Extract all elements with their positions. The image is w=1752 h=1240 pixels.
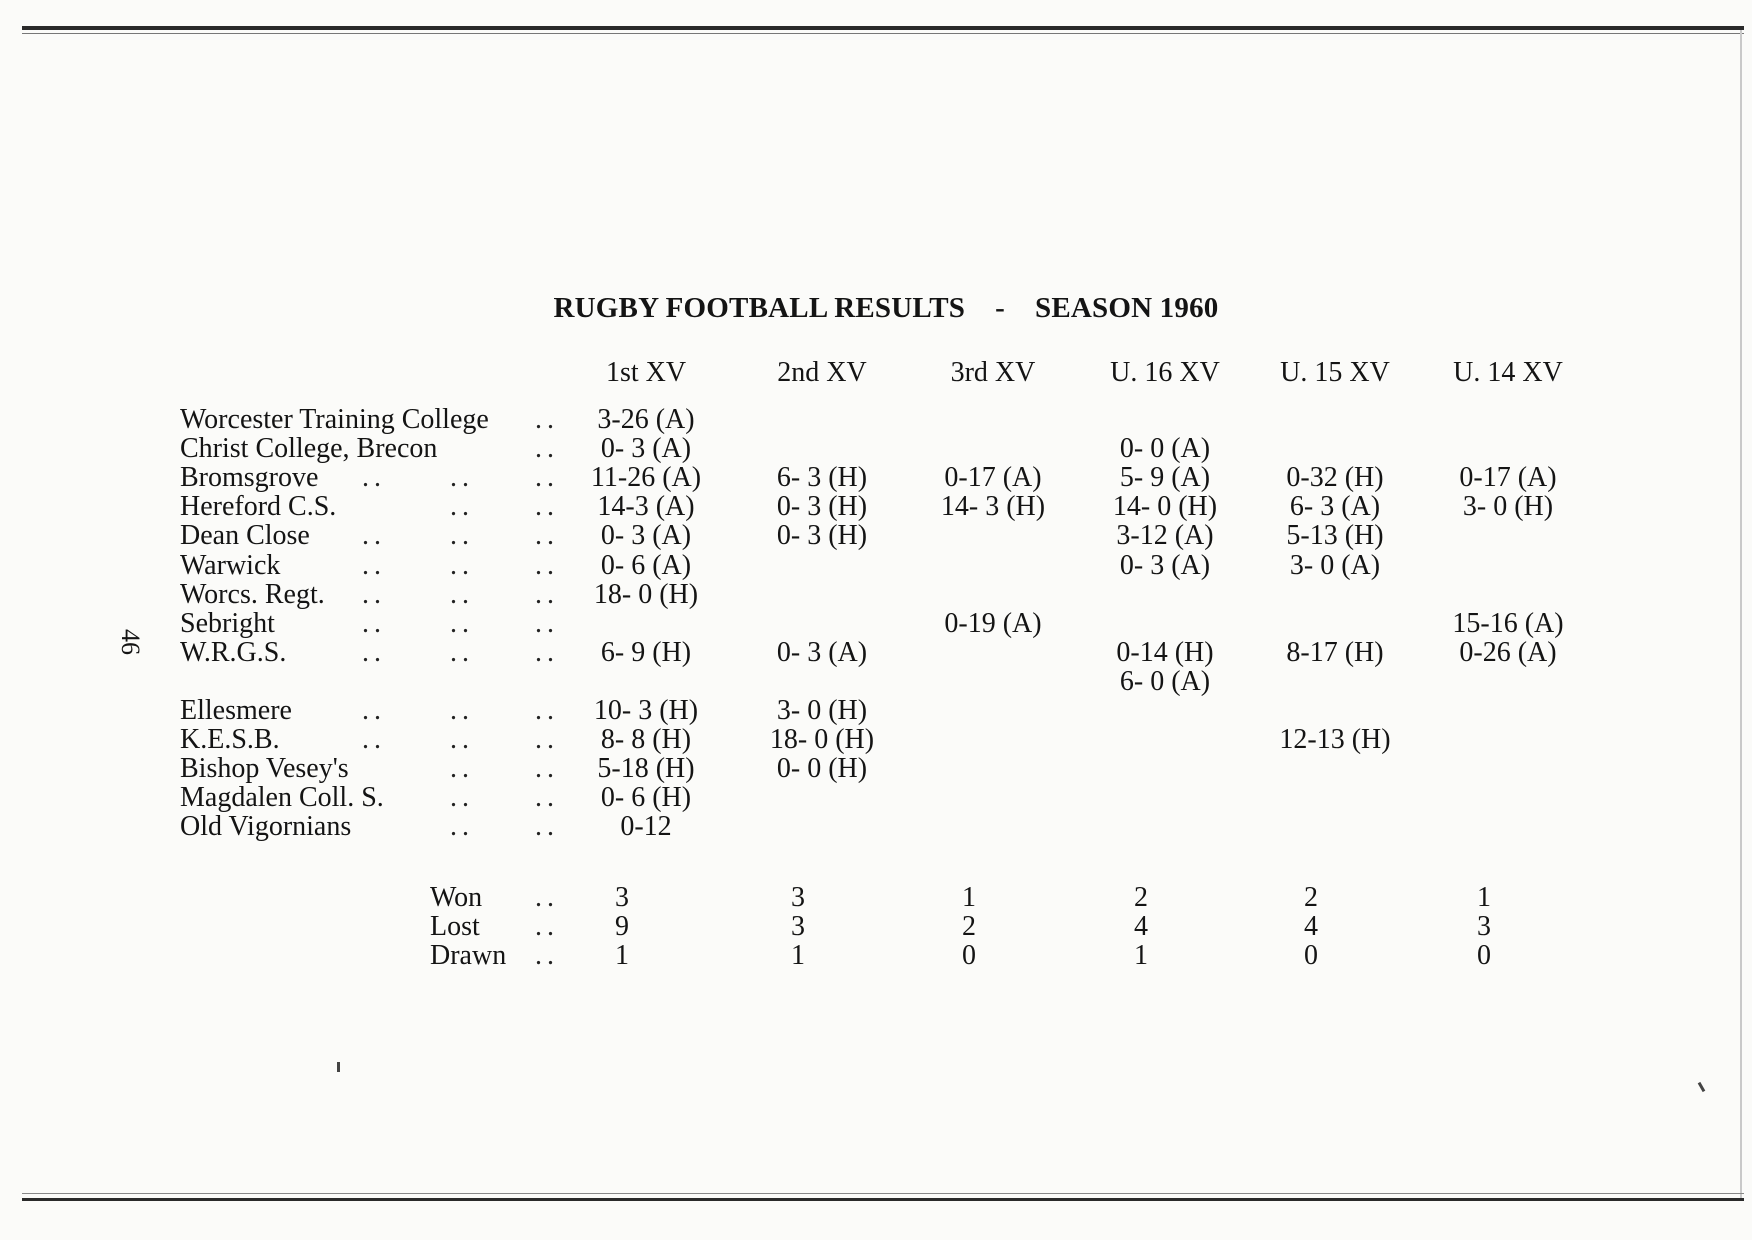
score-cell: 3- 0 (A): [1289, 549, 1381, 581]
score-cell: 3- 0 (H): [1462, 491, 1554, 523]
score-cell: 0- 3 (A): [600, 520, 692, 552]
summary-value: 3: [615, 882, 629, 913]
score-cell: 0- 3 (A): [1119, 549, 1211, 581]
leader-dots: ..: [535, 782, 559, 814]
summary-value: 2: [1304, 882, 1318, 913]
score-cell: 0-14 (H): [1116, 636, 1214, 668]
title-season: SEASON 1960: [1034, 292, 1219, 324]
summary-value: 1: [1477, 882, 1491, 913]
score-cell: 0- 3 (A): [600, 433, 692, 465]
leader-dots: ..: [362, 520, 386, 552]
score-cell: 3- 0 (H): [776, 695, 868, 726]
leader-dots: ..: [535, 695, 559, 726]
score-cell: 0- 3 (H): [776, 520, 868, 552]
summary-value: 3: [1477, 911, 1491, 942]
team-name: W.R.G.S.: [180, 636, 287, 668]
team-name: Bishop Vesey's: [180, 753, 349, 785]
team-name: K.E.S.B.: [180, 724, 280, 756]
leader-dots: ..: [535, 578, 559, 610]
score-cell: 0- 0 (H): [776, 753, 868, 785]
score-cell: 6- 3 (A): [1289, 491, 1381, 523]
score-cell: 0- 6 (H): [600, 782, 692, 814]
score-cell: 0- 3 (H): [776, 491, 868, 523]
score-cell: 6- 9 (H): [600, 636, 692, 668]
leader-dots: ..: [362, 607, 386, 639]
score-cell: 5-18 (H): [597, 753, 695, 785]
leader-dots: ..: [362, 578, 386, 610]
leader-dots: ..: [535, 636, 559, 668]
summary-value: 3: [791, 911, 805, 942]
score-cell: 5- 9 (A): [1119, 462, 1211, 494]
page-edge: [1740, 30, 1742, 1200]
summary-label: Won: [430, 882, 483, 913]
team-name: Magdalen Coll. S.: [180, 782, 384, 814]
score-cell: 8-17 (H): [1286, 636, 1384, 668]
leader-dots: ..: [450, 811, 474, 843]
score-cell: 18- 0 (H): [769, 724, 875, 756]
score-cell: 12-13 (H): [1279, 724, 1391, 756]
page-title: [0, 292, 1752, 325]
score-cell: 0-19 (A): [944, 607, 1042, 639]
score-cell: 14- 0 (H): [1112, 491, 1218, 523]
team-name: Bromsgrove: [180, 462, 319, 494]
leader-dots: ..: [362, 695, 386, 726]
column-header: 3rd XV: [950, 357, 1036, 388]
title-main: RUGBY FOOTBALL RESULTS: [553, 292, 966, 324]
summary-value: 0: [1304, 940, 1318, 971]
score-cell: 0-32 (H): [1286, 462, 1384, 494]
summary-value: 0: [962, 940, 976, 971]
leader-dots: ..: [535, 811, 559, 843]
score-cell: 0-26 (A): [1459, 636, 1557, 668]
title-separator: -: [995, 292, 1005, 324]
team-name: Sebright: [180, 607, 275, 639]
bottom-rule-thin: [22, 1193, 1744, 1194]
score-cell: 0-12: [620, 811, 672, 843]
leader-dots: ..: [362, 549, 386, 581]
leader-dots: ..: [450, 520, 474, 552]
speck: [1698, 1082, 1706, 1092]
top-rule: [22, 26, 1744, 30]
leader-dots: ..: [362, 724, 386, 756]
leader-dots: ..: [450, 549, 474, 581]
score-cell: 6- 0 (A): [1119, 665, 1211, 697]
score-cell: 18- 0 (H): [593, 578, 699, 610]
leader-dots: ..: [535, 882, 559, 913]
leader-dots: ..: [535, 404, 559, 435]
summary-value: 9: [615, 911, 629, 942]
summary-value: 4: [1134, 911, 1148, 942]
score-cell: 10- 3 (H): [593, 695, 699, 726]
score-cell: 0- 6 (A): [600, 549, 692, 581]
score-cell: 6- 3 (H): [776, 462, 868, 494]
top-rule-thin: [22, 33, 1744, 34]
team-name: Ellesmere: [180, 695, 292, 726]
page-number: 46: [116, 629, 145, 655]
score-cell: 0-17 (A): [1459, 462, 1557, 494]
leader-dots: ..: [362, 636, 386, 668]
leader-dots: ..: [450, 578, 474, 610]
team-name: Worcester Training College: [180, 404, 489, 435]
column-header: 1st XV: [605, 357, 687, 388]
leader-dots: ..: [535, 607, 559, 639]
summary-label: Lost: [430, 911, 480, 942]
column-header: U. 14 XV: [1453, 357, 1563, 388]
team-name: Warwick: [180, 549, 281, 581]
score-cell: 0- 0 (A): [1119, 433, 1211, 465]
leader-dots: ..: [362, 462, 386, 494]
summary-value: 3: [791, 882, 805, 913]
summary-value: 0: [1477, 940, 1491, 971]
column-header: 2nd XV: [777, 357, 867, 388]
speck: [337, 1062, 340, 1072]
leader-dots: ..: [535, 433, 559, 465]
team-name: Dean Close: [180, 520, 310, 552]
score-cell: 15-16 (A): [1452, 607, 1564, 639]
leader-dots: ..: [535, 520, 559, 552]
summary-value: 2: [962, 911, 976, 942]
leader-dots: ..: [535, 753, 559, 785]
leader-dots: ..: [535, 724, 559, 756]
leader-dots: ..: [450, 636, 474, 668]
team-name: Old Vigornians: [180, 811, 352, 843]
summary-value: 2: [1134, 882, 1148, 913]
summary-value: 1: [791, 940, 805, 971]
summary-value: 1: [962, 882, 976, 913]
score-cell: 8- 8 (H): [600, 724, 692, 756]
leader-dots: ..: [450, 782, 474, 814]
leader-dots: ..: [450, 462, 474, 494]
column-header: U. 15 XV: [1280, 357, 1390, 388]
score-cell: 11-26 (A): [590, 462, 702, 494]
score-cell: 0- 3 (A): [776, 636, 868, 668]
column-header: U. 16 XV: [1110, 357, 1220, 388]
leader-dots: ..: [535, 940, 559, 971]
leader-dots: ..: [450, 491, 474, 523]
team-name: Hereford C.S.: [180, 491, 337, 523]
bottom-rule: [22, 1198, 1744, 1201]
score-cell: 0-17 (A): [944, 462, 1042, 494]
leader-dots: ..: [450, 695, 474, 726]
score-cell: 14- 3 (H): [940, 491, 1046, 523]
summary-value: 1: [1134, 940, 1148, 971]
leader-dots: ..: [535, 491, 559, 523]
summary-label: Drawn: [430, 940, 507, 971]
summary-value: 1: [615, 940, 629, 971]
score-cell: 3-12 (A): [1116, 520, 1214, 552]
score-cell: 14-3 (A): [597, 491, 695, 523]
leader-dots: ..: [535, 549, 559, 581]
leader-dots: ..: [450, 724, 474, 756]
leader-dots: ..: [535, 911, 559, 942]
summary-value: 4: [1304, 911, 1318, 942]
team-name: Christ College, Brecon: [180, 433, 438, 465]
leader-dots: ..: [450, 607, 474, 639]
leader-dots: ..: [535, 462, 559, 494]
team-name: Worcs. Regt.: [180, 578, 325, 610]
score-cell: 3-26 (A): [597, 404, 695, 435]
leader-dots: ..: [450, 753, 474, 785]
score-cell: 5-13 (H): [1286, 520, 1384, 552]
